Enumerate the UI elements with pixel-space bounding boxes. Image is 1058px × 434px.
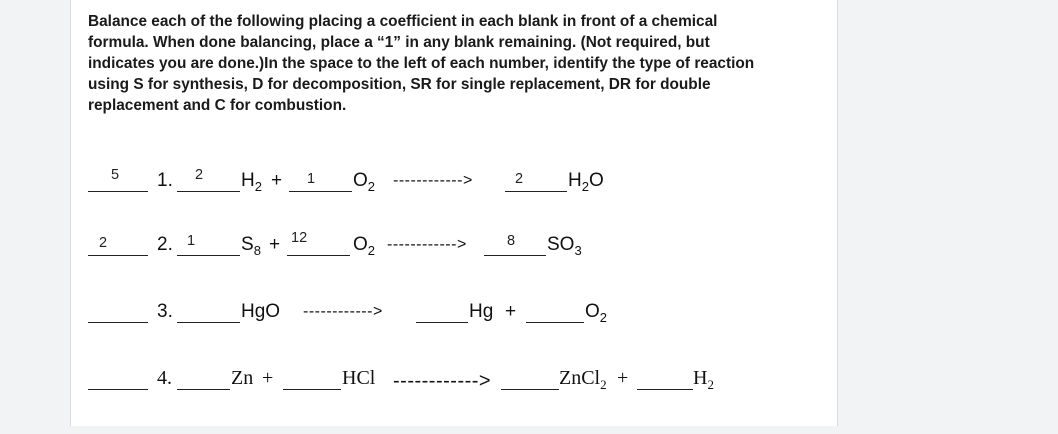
reactant-1: Zn <box>231 367 254 389</box>
coefficient-blank[interactable] <box>177 389 230 390</box>
coefficient-answer: 1 <box>187 233 196 249</box>
coefficient-blank[interactable] <box>484 255 546 256</box>
coefficient-answer: 1 <box>307 171 316 187</box>
type-answer: 5 <box>111 167 120 183</box>
equation-2 <box>71 230 837 290</box>
coefficient-blank[interactable] <box>526 322 584 323</box>
coefficient-answer: 12 <box>291 230 308 246</box>
equation-1 <box>71 166 837 226</box>
reactant-1: $S_8$ <box>241 234 261 258</box>
plus-sign: + <box>262 367 274 389</box>
coefficient-blank[interactable] <box>177 255 240 256</box>
plus-sign: + <box>505 301 517 322</box>
coefficient-blank[interactable] <box>505 191 567 192</box>
reactant-2: $O_2$ <box>353 234 376 258</box>
reactant-2: HCl <box>342 367 376 389</box>
plus-sign: + <box>269 234 281 255</box>
equation-number: 2. <box>157 234 173 255</box>
reactant-1: HgO <box>241 301 281 322</box>
worksheet-page <box>70 0 838 426</box>
reactant-2: $O_2$ <box>353 170 376 194</box>
type-blank[interactable] <box>88 389 148 390</box>
reaction-arrow: ------------> <box>393 172 473 189</box>
coefficient-blank[interactable] <box>287 255 350 256</box>
instructions-text: Balance each of the following placing a coefficient in each blank in front of a chemical formula. When done balancing, place a “1” in any blank remaining. (Not required, but indicates you are done.)In the space to the left of each number, identify the type of reaction using S for synthesis, D for decomposition, SR for single replacement, DR for double replacement and C for combustion. <box>88 13 755 114</box>
type-answer: 2 <box>99 235 108 251</box>
equation-3 <box>71 299 837 359</box>
coefficient-blank[interactable] <box>416 322 468 323</box>
equation-number: 3. <box>157 301 173 322</box>
plus-sign: + <box>271 170 283 191</box>
reaction-arrow: ------------> <box>393 370 492 392</box>
coefficient-blank[interactable] <box>283 389 341 390</box>
reaction-arrow: ------------> <box>303 303 383 320</box>
product-1: Hg <box>469 301 494 322</box>
coefficient-blank[interactable] <box>177 322 240 323</box>
equation-number: 1. <box>157 170 173 191</box>
coefficient-answer: 2 <box>195 167 204 183</box>
equation-4 <box>71 366 837 426</box>
product-1: ZnCl$_2$ <box>559 367 607 392</box>
reactant-1: $H_2$ <box>241 170 262 194</box>
coefficient-answer: 8 <box>507 233 516 249</box>
coefficient-answer: 2 <box>515 171 524 187</box>
coefficient-blank[interactable] <box>177 191 240 192</box>
plus-sign: + <box>617 367 629 389</box>
type-blank[interactable] <box>88 191 148 192</box>
product-1: $SO_3$ <box>547 234 582 258</box>
coefficient-blank[interactable] <box>501 389 559 390</box>
product-2: $H_2$ <box>693 367 714 392</box>
coefficient-blank[interactable] <box>637 389 693 390</box>
coefficient-blank[interactable] <box>289 191 352 192</box>
equation-number: 4. <box>157 367 172 389</box>
type-blank[interactable] <box>88 322 148 323</box>
reaction-arrow: ------------> <box>387 236 467 253</box>
type-blank[interactable] <box>88 255 148 256</box>
product-1: $H_2O$ <box>568 170 604 194</box>
product-2: $O_2$ <box>585 301 608 325</box>
